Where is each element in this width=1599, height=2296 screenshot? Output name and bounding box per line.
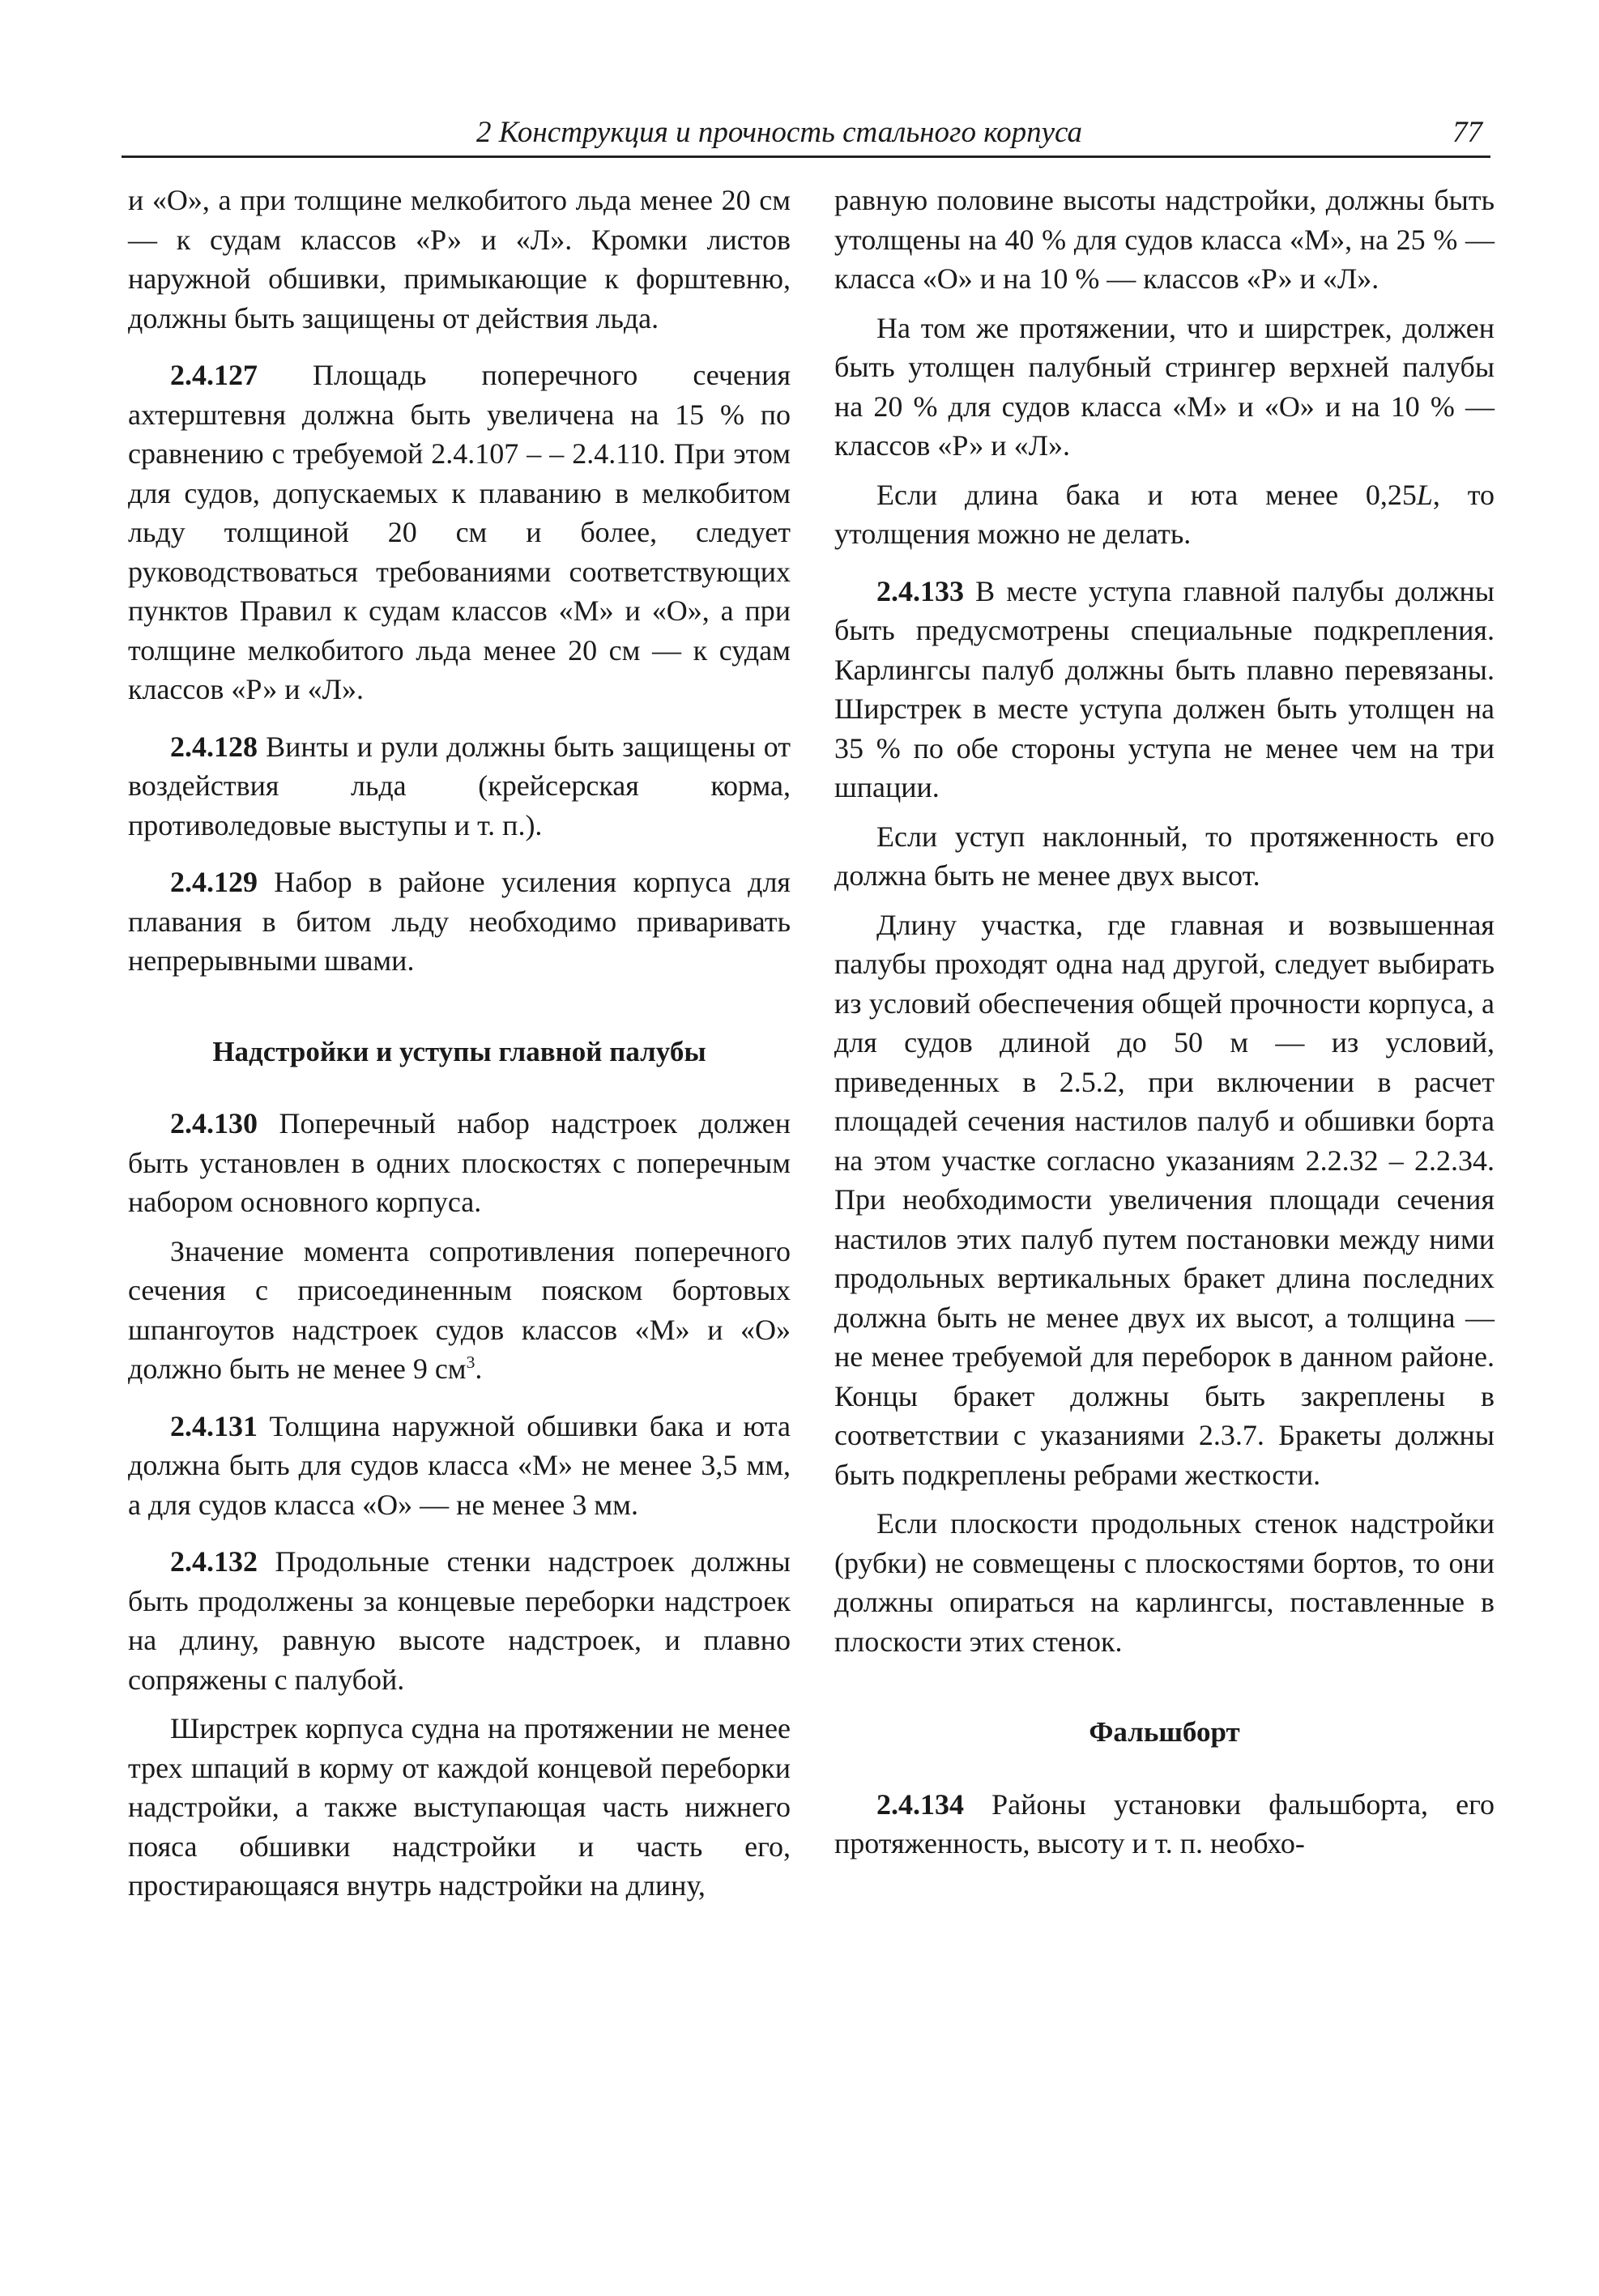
section-number: 2.4.131 bbox=[170, 1409, 258, 1442]
right-column bbox=[834, 181, 1495, 1873]
section-2-4-130: 2.4.130 Поперечный набор надстроек должен быть установлен в одних плоскостях с поперечным набором основного корпуса. bbox=[128, 1107, 791, 1218]
left-column bbox=[128, 181, 791, 1915]
section-number: 2.4.127 bbox=[170, 359, 258, 391]
paragraph: Если плоскости продольных стенок надстройки (рубки) не совмещены с плоскостями бортов, то они должны опираться на карлингсы, поставленные в плоскости этих стенок. bbox=[834, 1507, 1495, 1658]
subheading: Фальшборт bbox=[1089, 1716, 1240, 1748]
section-number: 2.4.128 bbox=[170, 730, 258, 763]
section-2-4-134: 2.4.134 Районы установки фальшборта, его протяженность, высоту и т. п. необхо- bbox=[834, 1787, 1495, 1859]
paragraph: На том же протяжении, что и ширстрек, должен быть утолщен палубный стрингер верхней палубы на 20 % для судов класса «М» и «О» и на 10 % — классов «Р» и «Л». bbox=[834, 311, 1495, 462]
section-number: 2.4.130 bbox=[170, 1107, 258, 1139]
section-number: 2.4.134 bbox=[876, 1787, 964, 1821]
page-number: 77 bbox=[1452, 116, 1482, 149]
section-2-4-132: 2.4.132 Продольные стенки надстроек должны быть продолжены за концевые переборки надстроек на длину, равную высоте надстроек, и плавно сопряжены с палубой. bbox=[128, 1545, 791, 1696]
subheading: Надстройки и уступы главной палубы bbox=[212, 1035, 706, 1067]
paragraph: Ширстрек корпуса судна на протяжении не менее трех шпаций в корму от каждой концевой переборки надстройки, а также выступающая часть нижнего пояса обшивки надстройки и часть его, простирающаяся внутрь надстройки на длину, bbox=[128, 1712, 791, 1902]
paragraph: Длину участка, где главная и возвышенная палубы проходят одна над другой, следует выбирать из условий обеспечения общей прочности корпуса, а для судов длиной до 50 м — из условий, приведенных в 2.5.2, при включении в расчет площадей сечения настилов палуб и обшивки борта на этом участке согласно указаниям 2.2.32 – 2.2.34. При необходимости увеличения площади сечения настилов этих палуб путем постановки между ними продольных вертикальных бракет длина последних должна быть не менее двух их высот, а толщина — не менее требуемой для переборок в данном районе. Концы бракет должны быть закреплены в соответствии с указаниями 2.3.7. Бракеты должны быть подкреплены ребрами жесткости. bbox=[834, 908, 1495, 1491]
paragraph: Значение момента сопротивления поперечного сечения с присоединенным пояском бортовых шпангоутов надстроек судов классов «М» и «О» должно быть не менее 9 $см^3$. bbox=[128, 1234, 791, 1385]
paragraph: Если уступ наклонный, то протяженность его должна быть не менее двух высот. bbox=[834, 820, 1495, 892]
section-number: 2.4.132 bbox=[170, 1545, 258, 1578]
section-2-4-127: 2.4.127 Площадь поперечного сечения ахтерштевня должна быть увеличена на 15 % по сравнению с требуемой 2.4.107 – – 2.4.110. При этом для судов, допускаемых к плаванию в мелкобитом льду толщиной 20 см и более, следует руководствоваться требованиями соответствующих пунктов Правил к судам классов «М» и «О», а при толщине мелкобитого льда менее 20 см — к судам классов «Р» и «Л». bbox=[128, 359, 791, 705]
section-number: 2.4.133 bbox=[876, 574, 964, 607]
section-2-4-131: 2.4.131 Толщина наружной обшивки бака и юта должна быть для судов класса «М» не менее 3,5 мм, а для судов класса «О» — не менее 3 мм. bbox=[128, 1409, 791, 1521]
header-title: 2 Конструкция и прочность стального корпуса bbox=[476, 116, 1083, 149]
paragraph: и «О», а при толщине мелкобитого льда менее 20 см — к судам классов «Р» и «Л». Кромки листов наружной обшивки, примыкающие к форштевню, должны быть защищены от действия льда. bbox=[128, 184, 791, 334]
paragraph: Если длина бака и юта менее 0,25L, то утолщения можно не делать. bbox=[834, 478, 1495, 550]
section-number: 2.4.129 bbox=[170, 866, 258, 898]
section-2-4-128: 2.4.128 Винты и рули должны быть защищены от воздействия льда (крейсерская корма, противоледовые выступы и т. п.). bbox=[128, 730, 791, 841]
section-2-4-129: 2.4.129 Набор в районе усиления корпуса для плавания в битом льду необходимо приваривать непрерывными швами. bbox=[128, 866, 791, 977]
section-2-4-133: 2.4.133 В месте уступа главной палубы должны быть предусмотрены специальные подкрепления. Карлингсы палуб должны быть плавно перевязаны. Ширстрек в месте уступа должен быть утолщен на 35 % по обе стороны уступа не менее чем на три шпации. bbox=[834, 574, 1495, 803]
running-header bbox=[122, 113, 1490, 158]
paragraph: равную половине высоты надстройки, должны быть утолщены на 40 % для судов класса «М», на 25 % — класса «О» и на 10 % — классов «Р» и «Л». bbox=[834, 184, 1495, 295]
